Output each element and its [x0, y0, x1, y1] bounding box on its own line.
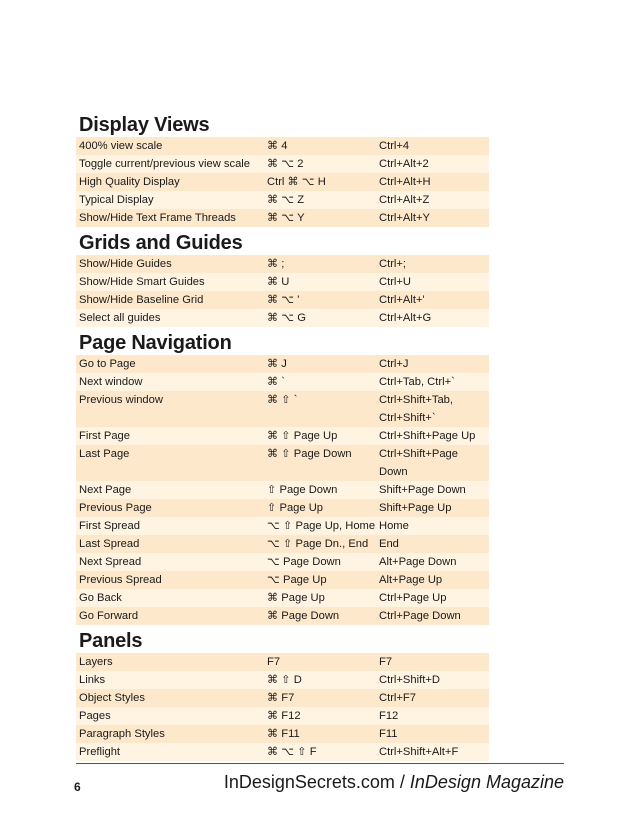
command-name: 400% view scale: [79, 140, 163, 152]
shortcut-row: [76, 535, 489, 553]
mac-shortcut: ⌘ ⌥ G: [267, 312, 306, 324]
shortcut-row: [76, 653, 489, 671]
command-name: Last Spread: [79, 538, 140, 550]
mac-shortcut: ⌘ F7: [267, 692, 295, 704]
command-name: Paragraph Styles: [79, 728, 165, 740]
command-name: Previous Page: [79, 502, 152, 514]
windows-shortcut: F11: [379, 728, 398, 740]
mac-shortcut: ⌘ ⌥ ⇧ F: [267, 746, 317, 758]
command-name: Object Styles: [79, 692, 145, 704]
shortcut-row: [76, 373, 489, 391]
shortcut-row: [76, 209, 489, 227]
command-name: Go Back: [79, 592, 122, 604]
mac-shortcut: ⌘ Page Down: [267, 610, 340, 622]
shortcut-row: [76, 689, 489, 707]
mac-shortcut: Ctrl ⌘ ⌥ H: [267, 176, 326, 188]
shortcut-tables: [76, 113, 489, 765]
windows-shortcut: Ctrl+Shift+Page Up: [379, 430, 476, 442]
command-name: First Spread: [79, 520, 140, 532]
mac-shortcut: ⌘ F11: [267, 728, 300, 740]
windows-shortcut: Ctrl+Alt+Z: [379, 194, 430, 206]
shortcut-row: [76, 173, 489, 191]
mac-shortcut: ⌥ ⇧ Page Dn., End: [267, 538, 369, 550]
command-name: Preflight: [79, 746, 121, 758]
command-name: Typical Display: [79, 194, 154, 206]
mac-shortcut: ⌘ ⇧ Page Up: [267, 430, 338, 442]
footer-divider: [76, 763, 564, 764]
windows-shortcut: Home: [379, 520, 409, 532]
windows-shortcut: End: [379, 538, 399, 550]
windows-shortcut: F12: [379, 710, 399, 722]
shortcut-row: [76, 607, 489, 625]
windows-shortcut: Ctrl+Page Up: [379, 592, 447, 604]
command-name: Previous Spread: [79, 574, 162, 586]
shortcut-row: [76, 291, 489, 309]
windows-shortcut: Ctrl+U: [379, 276, 412, 288]
command-name: Show/Hide Guides: [79, 258, 172, 270]
windows-shortcut: Ctrl+Alt+2: [379, 158, 429, 170]
mac-shortcut: ⌘ ;: [267, 258, 285, 270]
windows-shortcut: Ctrl+Shift+Alt+F: [379, 746, 459, 758]
command-name: First Page: [79, 430, 130, 442]
section-title: Page Navigation: [79, 332, 232, 354]
windows-shortcut: Shift+Page Down: [379, 484, 466, 496]
command-name: Show/Hide Baseline Grid: [79, 294, 204, 306]
mac-shortcut: ⌘ ⇧ Page Down: [267, 448, 352, 460]
shortcut-row: [76, 355, 489, 373]
shortcut-row: [76, 671, 489, 689]
mac-shortcut: ⌘ ⌥ 2: [267, 158, 304, 170]
command-name: Links: [79, 674, 106, 686]
command-name: High Quality Display: [79, 176, 180, 188]
command-name: Go Forward: [79, 610, 139, 622]
shortcut-row: [76, 481, 489, 499]
shortcut-row: [76, 255, 489, 273]
command-name: Show/Hide Smart Guides: [79, 276, 205, 288]
mac-shortcut: ⌘ F12: [267, 710, 301, 722]
mac-shortcut: ⌘ ⌥ Z: [267, 194, 305, 206]
shortcut-row: [76, 191, 489, 209]
windows-shortcut: Shift+Page Up: [379, 502, 452, 514]
windows-shortcut: Ctrl+Alt+': [379, 294, 425, 306]
shortcut-row: [76, 517, 489, 535]
command-name: Previous window: [79, 394, 163, 406]
mac-shortcut: ⌥ ⇧ Page Up, Home: [267, 520, 376, 532]
mac-shortcut: ⌘ J: [267, 358, 287, 370]
mac-shortcut: ⌘ ⇧ `: [267, 394, 298, 406]
command-name: Pages: [79, 710, 111, 722]
command-name: Select all guides: [79, 312, 161, 324]
windows-shortcut: Ctrl+Alt+H: [379, 176, 431, 188]
mac-shortcut: ⌘ ⌥ Y: [267, 212, 305, 224]
shortcut-row: [76, 445, 489, 481]
windows-shortcut: Ctrl+J: [379, 358, 409, 370]
windows-shortcut: Alt+Page Up: [379, 574, 443, 586]
mac-shortcut: ⌘ Page Up: [267, 592, 325, 604]
command-name: Toggle current/previous view scale: [79, 158, 251, 170]
mac-shortcut: ⌘ ⌥ ': [267, 294, 300, 306]
mac-shortcut: ⌘ 4: [267, 140, 288, 152]
section-title: Panels: [79, 630, 143, 652]
command-name: Next Spread: [79, 556, 142, 568]
mac-shortcut: ⌘ ⇧ D: [267, 674, 302, 686]
shortcut-row: [76, 499, 489, 517]
page-number: 6: [74, 780, 81, 794]
mac-shortcut: ⌥ Page Down: [267, 556, 341, 568]
windows-shortcut: F7: [379, 656, 393, 668]
windows-shortcut: Ctrl+Shift+D: [379, 674, 440, 686]
command-name: Go to Page: [79, 358, 136, 370]
command-name: Next Page: [79, 484, 132, 496]
section-title: Grids and Guides: [79, 232, 243, 254]
shortcut-row: [76, 743, 489, 761]
mac-shortcut: ⇧ Page Down: [267, 484, 338, 496]
mac-shortcut: ⌘ U: [267, 276, 290, 288]
shortcut-row: [76, 391, 489, 427]
windows-shortcut: Alt+Page Down: [379, 556, 457, 568]
shortcut-section: [76, 331, 489, 625]
shortcut-row: [76, 309, 489, 327]
windows-shortcut: Ctrl+Shift+Tab, Ctrl+Shift+`: [379, 394, 453, 424]
shortcut-row: [76, 137, 489, 155]
windows-shortcut: Ctrl+Page Down: [379, 610, 461, 622]
shortcut-row: [76, 155, 489, 173]
mac-shortcut: ⇧ Page Up: [267, 502, 324, 514]
shortcut-row: [76, 553, 489, 571]
windows-shortcut: Ctrl+Alt+Y: [379, 212, 430, 224]
footer-credit: [224, 772, 564, 793]
section-title: Display Views: [79, 114, 210, 136]
shortcut-row: [76, 589, 489, 607]
shortcut-row: [76, 725, 489, 743]
shortcut-row: [76, 707, 489, 725]
command-name: Show/Hide Text Frame Threads: [79, 212, 236, 224]
shortcut-row: [76, 273, 489, 291]
windows-shortcut: Ctrl+Tab, Ctrl+`: [379, 376, 455, 388]
mac-shortcut: ⌥ Page Up: [267, 574, 327, 586]
command-name: Next window: [79, 376, 143, 388]
mac-shortcut: F7: [267, 656, 281, 668]
windows-shortcut: Ctrl+4: [379, 140, 410, 152]
footer-site[interactable]: InDesignSecrets.com /: [223, 772, 410, 792]
shortcut-row: [76, 427, 489, 445]
shortcut-row: [76, 571, 489, 589]
command-name: Layers: [79, 656, 113, 668]
shortcut-section: [76, 113, 489, 227]
windows-shortcut: Ctrl+Alt+G: [379, 312, 432, 324]
shortcut-section: [76, 629, 489, 761]
windows-shortcut: Ctrl+;: [379, 258, 407, 270]
command-name: Last Page: [79, 448, 130, 460]
footer-magazine: InDesign Magazine: [409, 772, 564, 792]
shortcut-section: [76, 231, 489, 327]
windows-shortcut: Ctrl+F7: [379, 692, 416, 704]
windows-shortcut: Ctrl+Shift+Page Down: [379, 448, 458, 478]
mac-shortcut: ⌘ `: [267, 376, 286, 388]
